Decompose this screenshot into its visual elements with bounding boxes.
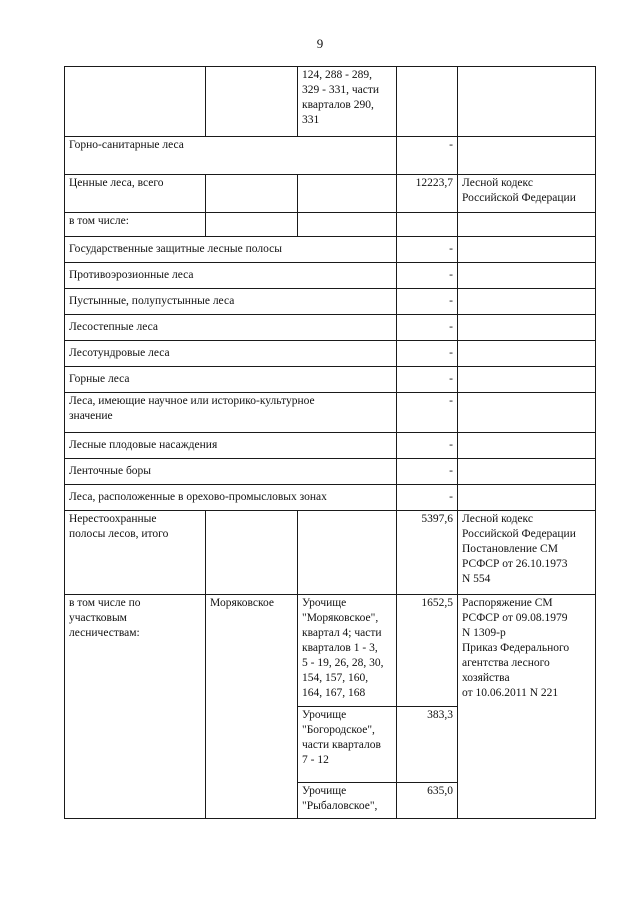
area-value: 5397,6 [397, 511, 458, 595]
category-label: Лесостепные леса [65, 315, 397, 341]
cell-empty [458, 433, 596, 459]
area-value: 1652,5 [397, 595, 458, 707]
table-row [65, 367, 596, 393]
quarters-cell: 124, 288 - 289, 329 - 331, части кварталов 290, 331 [298, 67, 397, 137]
subheading-label: в том числе: [65, 213, 206, 237]
table-row [65, 315, 596, 341]
category-label: Пустынные, полупустынные леса [65, 289, 397, 315]
cell-empty [65, 67, 206, 137]
category-label: Противоэрозионные леса [65, 263, 397, 289]
area-value: - [397, 459, 458, 485]
category-label: Горные леса [65, 367, 397, 393]
cell-empty [298, 175, 397, 213]
page-number: 9 [316, 36, 324, 51]
category-label: Нерестоохранные полосы лесов, итого [65, 511, 206, 595]
area-value: 635,0 [397, 783, 458, 819]
cell-empty [458, 485, 596, 511]
cell-empty [298, 213, 397, 237]
forestry-name: Моряковское [206, 595, 298, 819]
cell-empty [206, 511, 298, 595]
category-label: Леса, имеющие научное или историко-культурное значение [65, 393, 397, 433]
table-row [65, 237, 596, 263]
table-row [65, 459, 596, 485]
cell-empty [458, 213, 596, 237]
area-value: 383,3 [397, 707, 458, 783]
area-value: - [397, 289, 458, 315]
table-row [65, 213, 596, 237]
tract-description: Урочище "Рыбаловское", [298, 783, 397, 819]
cell-empty [458, 237, 596, 263]
area-value: - [397, 485, 458, 511]
category-label: Ленточные боры [65, 459, 397, 485]
area-value: - [397, 137, 458, 175]
category-label: Леса, расположенные в орехово-промысловых зонах [65, 485, 397, 511]
area-value: - [397, 315, 458, 341]
table-row [65, 511, 596, 595]
area-value: - [397, 341, 458, 367]
cell-empty [458, 315, 596, 341]
cell-empty [458, 289, 596, 315]
legal-basis: Лесной кодекс Российской Федерации Постановление СМ РСФСР от 26.10.1973 N 554 [458, 511, 596, 595]
table-row [65, 595, 596, 707]
table-row [65, 289, 596, 315]
cell-empty [458, 263, 596, 289]
category-label: в том числе по участковым лесничествам: [65, 595, 206, 819]
area-value: - [397, 263, 458, 289]
table-row [65, 485, 596, 511]
area-value: 12223,7 [397, 175, 458, 213]
category-label: Лесные плодовые насаждения [65, 433, 397, 459]
tract-description: Урочище "Богородское", части кварталов 7 - 12 [298, 707, 397, 783]
cell-empty [206, 213, 298, 237]
cell-empty [458, 367, 596, 393]
area-value: - [397, 393, 458, 433]
table-row [65, 341, 596, 367]
table-row [65, 263, 596, 289]
cell-empty [397, 67, 458, 137]
category-label: Государственные защитные лесные полосы [65, 237, 397, 263]
cell-empty [458, 459, 596, 485]
table-row [65, 393, 596, 433]
table-row [65, 175, 596, 213]
cell-empty [206, 67, 298, 137]
cell-empty [458, 137, 596, 175]
table-row [65, 433, 596, 459]
area-value: - [397, 433, 458, 459]
area-value: - [397, 367, 458, 393]
legal-basis: Лесной кодекс Российской Федерации [458, 175, 596, 213]
cell-empty [458, 341, 596, 367]
legal-basis: Распоряжение СМ РСФСР от 09.08.1979 N 1309-р Приказ Федерального агентства лесного хозяйства от 10.06.2011 N 221 [458, 595, 596, 819]
cell-empty [298, 511, 397, 595]
table-row [65, 67, 596, 137]
table-row [65, 137, 596, 175]
cell-empty [397, 213, 458, 237]
area-value: - [397, 237, 458, 263]
category-label: Горно-санитарные леса [65, 137, 397, 175]
cell-empty [458, 67, 596, 137]
tract-description: Урочище "Моряковское", квартал 4; части кварталов 1 - 3, 5 - 19, 26, 28, 30, 154, 157, 160, 164, 167, 168 [298, 595, 397, 707]
cell-empty [206, 175, 298, 213]
category-label: Ценные леса, всего [65, 175, 206, 213]
forest-categories-table [64, 66, 596, 819]
category-label: Лесотундровые леса [65, 341, 397, 367]
cell-empty [458, 393, 596, 433]
